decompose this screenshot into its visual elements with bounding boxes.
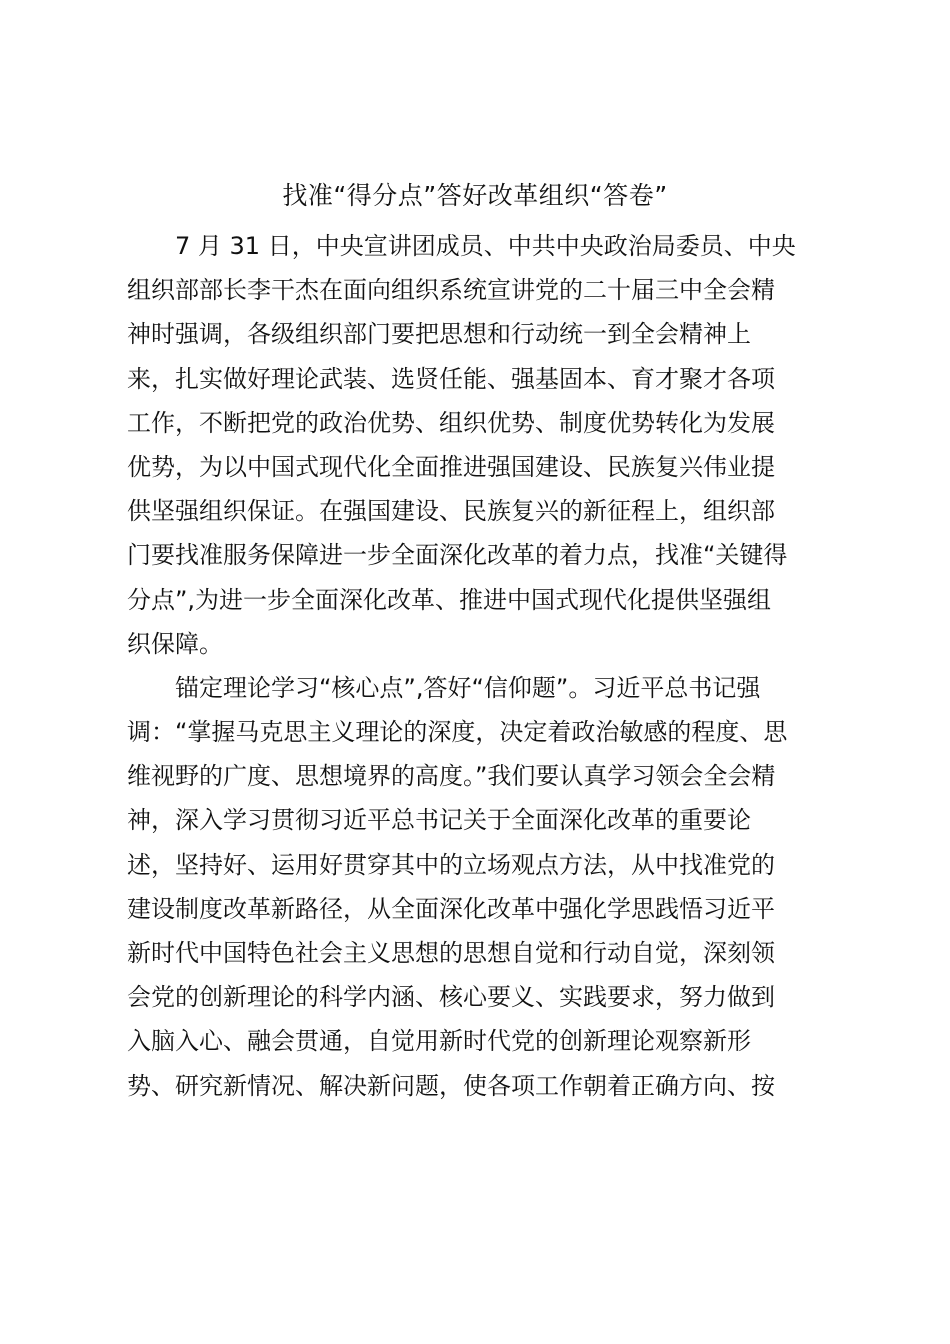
paragraph-line: 锚定理论学习“核心点”,答好“信仰题”。习近平总书记强 — [175, 673, 761, 702]
document-title: 找准“得分点”答好改革组织“答卷” — [282, 181, 668, 210]
paragraph-line: 势、研究新情况、解决新问题，使各项工作朝着正确方向、按 — [127, 1071, 775, 1100]
paragraph-2 — [127, 666, 832, 1108]
paragraph-line: 优势，为以中国式现代化全面推进强国建设、民族复兴伟业提 — [127, 452, 775, 481]
paragraph-line: 来，扎实做好理论武装、选贤任能、强基固本、育才聚才各项 — [127, 364, 775, 393]
paragraph-line: 述，坚持好、运用好贯穿其中的立场观点方法，从中找准党的 — [127, 850, 775, 879]
paragraph-line: 工作，不断把党的政治优势、组织优势、制度优势转化为发展 — [127, 408, 775, 437]
paragraph-1 — [127, 224, 832, 666]
paragraph-line: 供坚强组织保证。在强国建设、民族复兴的新征程上，组织部 — [127, 497, 775, 526]
paragraph-line: 入脑入心、融会贯通，自觉用新时代党的创新理论观察新形 — [127, 1027, 751, 1056]
paragraph-line: 维视野的广度、思想境界的高度。”我们要认真学习领会全会精 — [127, 762, 776, 791]
paragraph-line: 新时代中国特色社会主义思想的思想自觉和行动自觉，深刻领 — [127, 939, 775, 967]
paragraph-line: 分点”,为进一步全面深化改革、推进中国式现代化提供坚强组 — [127, 585, 772, 614]
document-body — [127, 224, 832, 1108]
paragraph-line: 调：“掌握马克思主义理论的深度，决定着政治敏感的程度、思 — [127, 718, 788, 747]
paragraph-line: 门要找准服务保障进一步全面深化改革的着力点，找准“关键得 — [127, 541, 788, 570]
paragraph-line: 建设制度改革新路径，从全面深化改革中强化学思践悟习近平 — [127, 894, 775, 923]
paragraph-line: 神，深入学习贯彻习近平总书记关于全面深化改革的重要论 — [127, 806, 751, 835]
paragraph-line: 7 月 31 日，中央宣讲团成员、中共中央政治局委员、中央 — [175, 232, 796, 260]
paragraph-line: 神时强调，各级组织部门要把思想和行动统一到全会精神上 — [127, 320, 751, 349]
paragraph-line: 组织部部长李干杰在面向组织系统宣讲党的二十届三中全会精 — [127, 276, 775, 305]
paragraph-line: 会党的创新理论的科学内涵、核心要义、实践要求，努力做到 — [127, 983, 775, 1012]
paragraph-line: 织保障。 — [127, 629, 223, 658]
